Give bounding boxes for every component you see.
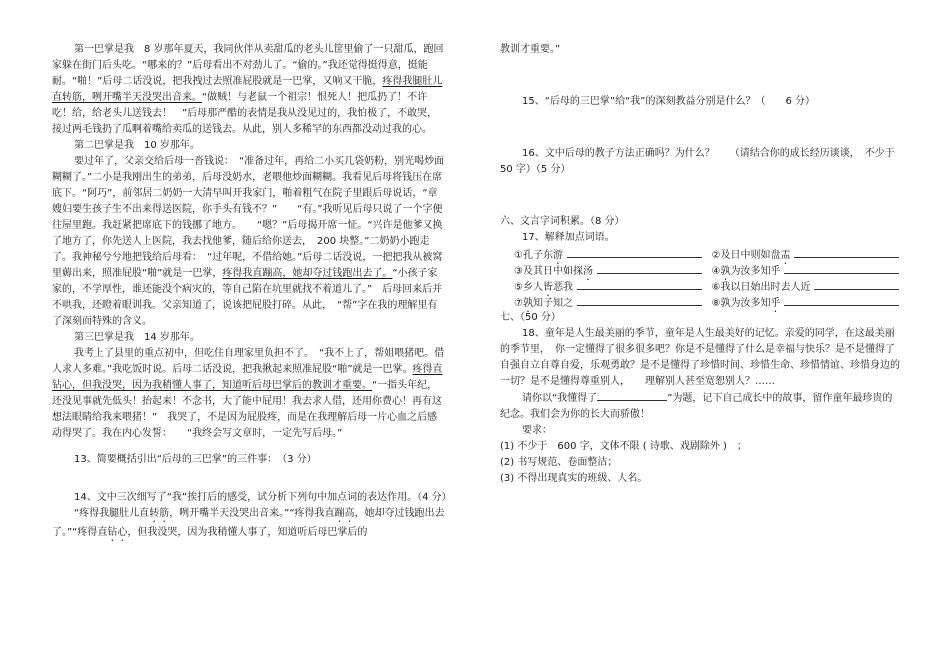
underlined-sentence-1: 疼得我腿肚儿直转筋，咧开嘴半天没哭出音来。: [52, 76, 443, 103]
vocab-item: ②及日中则如盘 盂: [712, 246, 900, 262]
vocab-item: ⑧孰为汝多知 乎: [712, 294, 900, 310]
section-6-title: 六、文言字词积累。（8 分）: [500, 216, 625, 227]
question-18-task: 请你以“我懂得了 ”为题，记下自己成长中的故事，留作童年最珍贵的纪念。我们会为你的长大而骄傲！: [500, 390, 900, 423]
requirements-title: 要求：: [522, 425, 552, 436]
answer-blank[interactable]: [577, 278, 702, 290]
dotted-word-1: 转筋: [149, 508, 170, 519]
question-13: 13、简要概括引出“后母的三巴掌”的三件事： （3 分）: [74, 454, 317, 465]
vocab-item: ③及其日中如探 汤: [514, 262, 702, 278]
heading-second-slap: 第二巴掌是我 10 岁那年。: [74, 140, 200, 151]
requirement-item: (2) 书写规范、卷面整洁；: [500, 457, 618, 468]
answer-blank[interactable]: [567, 246, 702, 258]
paragraph-second-slap: 要过年了，父亲交给后母一沓钱说： “准备过年，再给二小买几袋奶粉，别光喝炒面糊糊了。”二小是我刚出生的弟弟，后母没奶水，老喂他炒面糊糊。我看见后母将钱压在席底下。“阿巧”，前邻居二奶奶一大清早叫开我家门，啪着粗气在院子里跟后母说话，“章嫂妇要生孩子生不出来得送医院，你手头有钱不？” “有。”我听见后母只说了一个字便往屋里跑。我赶紧把席底下的钱挪了地方。 “嗯？”后母揭开席一怔。“兴许是他爹又换了地方了，你先送人上医院，我去找他爹，随后给你送去， 200 块整。”二奶奶小跑走了。我神秘兮兮地把钱给后母看： “过年呢，不借给她。”后母二话没说，一把把我从被窝里薅出来，照准屁股“啪”就是一巴掌，疼得我直蹦高，她却夺过钱跑出去了。“小孩子家家的，不学厚性，谁还能没个病灾的，等自己陷在坑里就找不着道儿了。” 后母回来后并不哄我，还瞪着眼训我。父亲知道了，说该把屁股打碎。从此， “帮”字在我的理解里有了深刻而特殊的含义。: [52, 156, 445, 327]
section-7-title: 七、（50 分）: [500, 312, 561, 323]
requirement-item: (3) 不得出现真实的班级、人名。: [500, 473, 648, 484]
continued-text: 教训才重要。”: [500, 44, 561, 55]
dotted-word-2: 蹦高: [334, 508, 355, 519]
paragraph-first-slap: 第一巴掌是我 8 岁那年夏天，我同伙伴从卖甜瓜的老头儿筐里偷了一只甜瓜，跑回家躲在街门后头吃。“哪来的？”后母看出不对劲儿了。“偷的。”我还觉得挺得意，挺能耐。“啪！”后母二话没说，把我拽过去照准屁股就是一巴掌，又响又干脆，疼得我腿肚儿直转筋，咧开嘴半天没哭出音来。“做贼！与老鼠一个祖宗！恨死人！把瓜扔了！不许吃！给，给老头儿送钱去！ ”后母那严酷的表情是我从没见过的，我怕极了，不敢哭，接过两毛钱扔了瓜啊着嘴给卖瓜的送钱去。从此，别人多稀罕的东西都没动过我的心。: [52, 44, 444, 135]
vocab-item: ①孔子东 游: [514, 246, 702, 262]
heading-third-slap: 第三巴掌是我 14 岁那年。: [74, 332, 200, 343]
vocab-item: ⑥我以日始出时去人近: [712, 278, 900, 294]
vocab-list: [514, 246, 899, 310]
answer-blank[interactable]: [794, 246, 899, 258]
left-column: [52, 42, 452, 544]
question-15: 15、“后母的三巴掌”给“我”的深刻教益分别是什么？（ 6 分）: [522, 96, 815, 107]
underlined-sentence-3: 疼得直钻心，但我没哭，因为我稍懂人事了，知道听后母巴掌后的教训才重要。: [52, 364, 443, 391]
answer-blank[interactable]: [577, 294, 702, 306]
paragraph-third-slap: 我考上了县里的重点初中，但吃住自理家里负担不了。 “我不上了，帮姐喂猪吧。借人求人多难。”我吃饭时说。后母二话没说，把我揪起来照准屁股“啪”就是一巴掌。疼得直钻心，但我没哭，因为我稍懂人事了，知道听后母巴掌后的教训才重要。“一指头年纪，还没见事就先低头！抬起来！不念书，大了能中屁用！我去求人借，还用你费心！再有这想法眼睛给我来喂猪！” 我哭了，不是因为屁股疼，而是在我理解后母一片心血之后感动得哭了。我在内心发誓： “我终会写文章时，一定先写后母。”: [52, 348, 445, 439]
question-16: 16、文中后母的教子方法正确吗？为什么？ （请结合你的成长经历谈谈， 不少于 50 字）（5 分）: [500, 148, 895, 175]
requirement-item: (1) 不少于 600 字，文体不限 ( 诗歌、戏剧除外 ) ；: [500, 441, 747, 452]
vocab-item: ⑤乡人 皆 恶我: [514, 278, 702, 294]
dotted-word-3: 钻心: [107, 527, 128, 538]
question-17: 17、解释加点词语。: [522, 232, 615, 243]
vocab-item: ④ 孰 为汝多知乎: [712, 262, 900, 278]
underlined-sentence-2: 疼得我直蹦高，她却夺过钱跑出去了。: [222, 268, 393, 279]
question-18-prompt: 18、童年是人生最美丽的季节，童年是人生最美好的记忆。亲爱的同学，在这最美丽的季节里， 你一定懂得了很多很多吧？你是不是懂得了什么是幸福与快乐？是不是懂得了自强自立自尊自爱，乐观勇敢？是不是懂得了珍惜时间、珍惜生命、珍惜情谊、珍惜身边的一切？是不是懂得尊重别人， 理解别人甚至宽恕别人？……: [500, 328, 900, 387]
answer-blank[interactable]: [597, 262, 702, 274]
answer-blank[interactable]: [784, 294, 899, 306]
vocab-item: ⑦ 孰 知子知之: [514, 294, 702, 310]
answer-blank[interactable]: [784, 262, 899, 274]
question-14-sentences: “疼得我腿肚儿直转筋，咧开嘴半天没哭出音来。”“疼得我直蹦高，她却夺过钱跑出去了。”“疼得直钻心，但我没哭，因为我稍懂人事了，知道听后母巴掌后的: [52, 508, 445, 538]
right-column: [500, 42, 900, 487]
answer-blank[interactable]: [814, 278, 899, 290]
question-14: 14、文中三次细写了“我”挨打后的感受，试分析下列句中加点词的表达作用。（4 分）: [74, 492, 452, 503]
title-blank[interactable]: [597, 390, 667, 401]
